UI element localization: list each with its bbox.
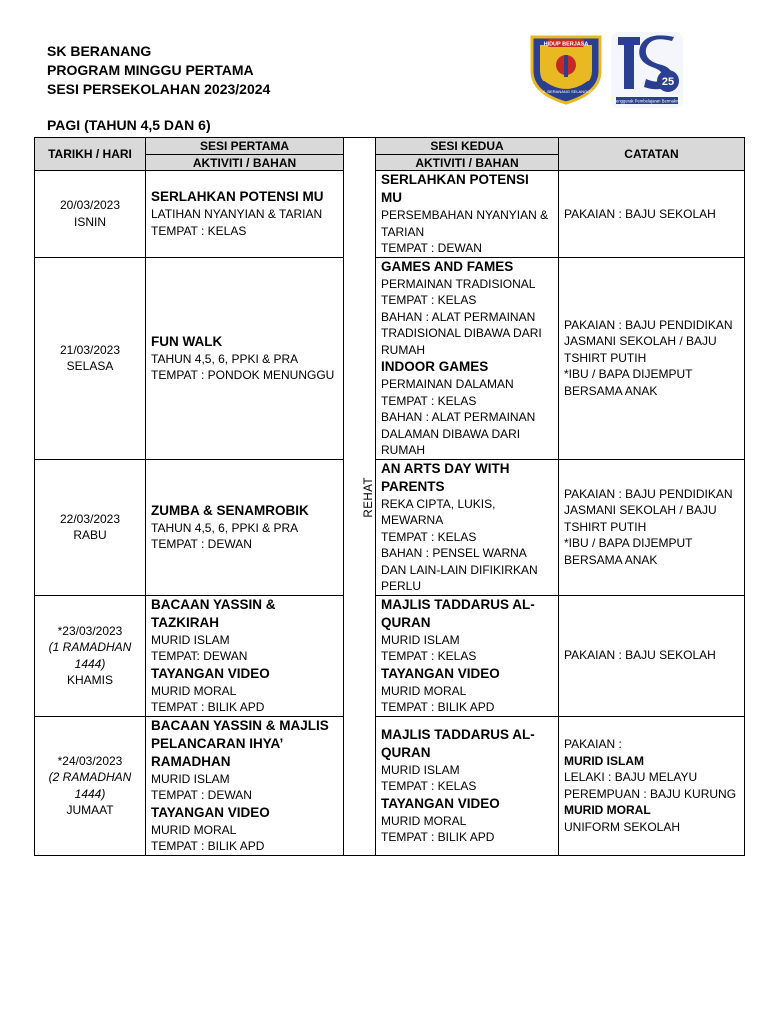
activity-line: MURID MORAL (381, 813, 467, 828)
activity-line: MURID MORAL (151, 683, 237, 698)
activity-title: AN ARTS DAY WITH PARENTS (381, 460, 510, 494)
day-text: SELASA (66, 359, 114, 373)
session2-cell (376, 171, 559, 258)
date-text: 21/03/2023 (59, 342, 121, 357)
logo-ts-caption: Penggerak Pembelajaran Bermakna (613, 98, 681, 104)
activity-line: MURID ISLAM (381, 762, 460, 777)
activity-line: PERMAINAN DALAMAN (381, 377, 514, 391)
session1-cell (146, 171, 344, 258)
activity-title: BACAAN YASSIN & MAJLIS PELANCARAN IHYA’ RAMADHAN (151, 717, 329, 769)
note-text: *IBU / BAPA DIJEMPUT BERSAMA ANAK (564, 536, 693, 567)
shift-title: PAGI (TAHUN 4,5 DAN 6) (47, 117, 211, 133)
notes-cell (559, 171, 745, 258)
day-text: ISNIN (73, 214, 106, 229)
table-row (35, 716, 745, 855)
break-column (344, 138, 376, 856)
activity-line: MURID ISLAM (381, 632, 460, 647)
notes-cell (559, 716, 745, 855)
date-text: *24/03/2023 (57, 753, 123, 768)
note-text: MURID MORAL (564, 803, 651, 817)
activity-line: BAHAN : ALAT PERMAINAN TRADISIONAL DIBAWA DARI RUMAH (381, 309, 542, 357)
col-session1-subheader: AKTIVITI / BAHAN (146, 155, 344, 171)
logo-motto: HIDUP BERJASA (543, 41, 589, 48)
col-date-header: TARIKH / HARI (35, 138, 146, 171)
activity-line: TEMPAT : BILIK APD (381, 830, 495, 844)
activity-title: FUN WALK (151, 333, 223, 349)
activity-line: TEMPAT : KELAS (381, 779, 477, 793)
table-row (35, 171, 745, 258)
day-text: JUMAAT (66, 803, 114, 817)
col-notes-header: CATATAN (559, 138, 745, 171)
activity-title: MAJLIS TADDARUS AL-QURAN (381, 726, 535, 760)
day-text: KHAMIS (66, 673, 113, 687)
activity-line: TEMPAT : KELAS (381, 393, 477, 408)
session-title: SESI PERSEKOLAHAN 2023/2024 (47, 81, 271, 97)
note-text: PAKAIAN : BAJU PENDIDIKAN JASMANI SEKOLAH / BAJU TSHIRT PUTIH (564, 486, 733, 534)
activity-line: TEMPAT : BILIK APD (151, 839, 265, 853)
activity-line: TEMPAT : BILIK APD (151, 700, 265, 714)
notes-cell (559, 595, 745, 716)
col-session1-header: SESI PERTAMA (146, 138, 344, 155)
activity-line: TEMPAT : KELAS (381, 293, 477, 307)
col-session2-subheader: AKTIVITI / BAHAN (376, 155, 559, 171)
activity-line: TEMPAT : DEWAN (381, 241, 482, 255)
ts25-logo (610, 31, 684, 109)
activity-line: MURID MORAL (151, 822, 237, 837)
activity-line: TEMPAT : PONDOK MENUNGGU (151, 368, 335, 382)
activity-title: GAMES AND FAMES (381, 258, 514, 274)
break-label: REHAT (363, 476, 376, 518)
note-text: UNIFORM SEKOLAH (564, 819, 681, 834)
session2-cell (376, 257, 559, 459)
table-row (35, 257, 745, 459)
session1-cell (146, 595, 344, 716)
date-cell (35, 459, 146, 595)
activity-line: MURID ISLAM (151, 632, 230, 647)
activity-line: PERSEMBAHAN NYANYIAN & TARIAN (381, 208, 549, 239)
date-text: *23/03/2023 (57, 623, 123, 638)
activity-title: SERLAHKAN POTENSI MU (381, 172, 529, 205)
activity-line: BAHAN : ALAT PERMAINAN DALAMAN DIBAWA DARI RUMAH (381, 410, 536, 457)
school-name: SK BERANANG (47, 43, 152, 59)
activity-line: TEMPAT : DEWAN (151, 537, 252, 551)
activity-title: BACAAN YASSIN & TAZKIRAH (151, 596, 276, 630)
activity-line: TEMPAT : KELAS (381, 529, 477, 544)
logo-school-name: S.K. BERANANG SELANGOR (538, 89, 594, 94)
activity-line: TAHUN 4,5, 6, PPKI & PRA (151, 520, 299, 535)
program-title: PROGRAM MINGGU PERTAMA (47, 62, 254, 78)
date-cell (35, 716, 146, 855)
session2-cell (376, 459, 559, 595)
date-text: 22/03/2023 (59, 511, 121, 526)
activity-line: TAHUN 4,5, 6, PPKI & PRA (151, 351, 299, 366)
school-crest-logo (526, 31, 606, 105)
activity-line: MURID MORAL (381, 683, 467, 698)
activity-line: MURID ISLAM (151, 771, 230, 786)
date-text: 20/03/2023 (59, 198, 121, 213)
activity-title: ZUMBA & SENAMROBIK (151, 502, 309, 518)
date-cell (35, 595, 146, 716)
schedule-table (34, 137, 745, 856)
session1-cell (146, 257, 344, 459)
notes-cell (559, 459, 745, 595)
note-text: PAKAIAN : BAJU PENDIDIKAN JASMANI SEKOLAH / BAJU TSHIRT PUTIH (564, 317, 733, 365)
activity-title: MAJLIS TADDARUS AL-QURAN (381, 596, 535, 630)
activity-title: TAYANGAN VIDEO (151, 804, 270, 820)
notes-cell (559, 257, 745, 459)
note-text: PAKAIAN : BAJU SEKOLAH (564, 648, 716, 663)
activity-line: BAHAN : PENSEL WARNA DAN LAIN-LAIN DIFIKIRKAN PERLU (381, 546, 538, 593)
note-text: MURID ISLAM (564, 753, 644, 768)
note-text: *IBU / BAPA DIJEMPUT BERSAMA ANAK (564, 367, 693, 398)
activity-line: TEMPAT: DEWAN (151, 649, 248, 663)
activity-title: INDOOR GAMES (381, 359, 489, 374)
activity-line: TEMPAT : DEWAN (151, 788, 252, 802)
session1-cell (146, 459, 344, 595)
session2-cell (376, 716, 559, 855)
col-session2-header: SESI KEDUA (376, 138, 559, 155)
note-text: PEREMPUAN : BAJU KURUNG (564, 786, 737, 801)
activity-line: PERMAINAN TRADISIONAL (381, 276, 536, 291)
activity-title: TAYANGAN VIDEO (151, 665, 270, 681)
note-text: LELAKI : BAJU MELAYU (564, 770, 698, 784)
date-cell (35, 257, 146, 459)
day-text: RABU (73, 528, 107, 542)
activity-line: REKA CIPTA, LUKIS, MEWARNA (381, 496, 496, 527)
activity-title: TAYANGAN VIDEO (381, 795, 500, 811)
date-cell (35, 171, 146, 258)
logo-ts-number: 25 (661, 76, 675, 88)
table-row (35, 595, 745, 716)
hijri-date-text: (1 RAMADHAN 1444) (48, 640, 132, 671)
hijri-date-text: (2 RAMADHAN 1444) (48, 770, 132, 801)
activity-line: LATIHAN NYANYIAN & TARIAN (151, 207, 323, 222)
activity-title: SERLAHKAN POTENSI MU (151, 189, 324, 205)
activity-title: TAYANGAN VIDEO (381, 665, 500, 681)
activity-line: TEMPAT : BILIK APD (381, 700, 495, 714)
session2-cell (376, 595, 559, 716)
document-header (47, 42, 270, 99)
note-text: PAKAIAN : BAJU SEKOLAH (564, 206, 716, 221)
activity-line: TEMPAT : KELAS (381, 649, 477, 663)
activity-line: TEMPAT : KELAS (151, 223, 247, 238)
table-row (35, 459, 745, 595)
session1-cell (146, 716, 344, 855)
note-text: PAKAIAN : (564, 737, 622, 751)
